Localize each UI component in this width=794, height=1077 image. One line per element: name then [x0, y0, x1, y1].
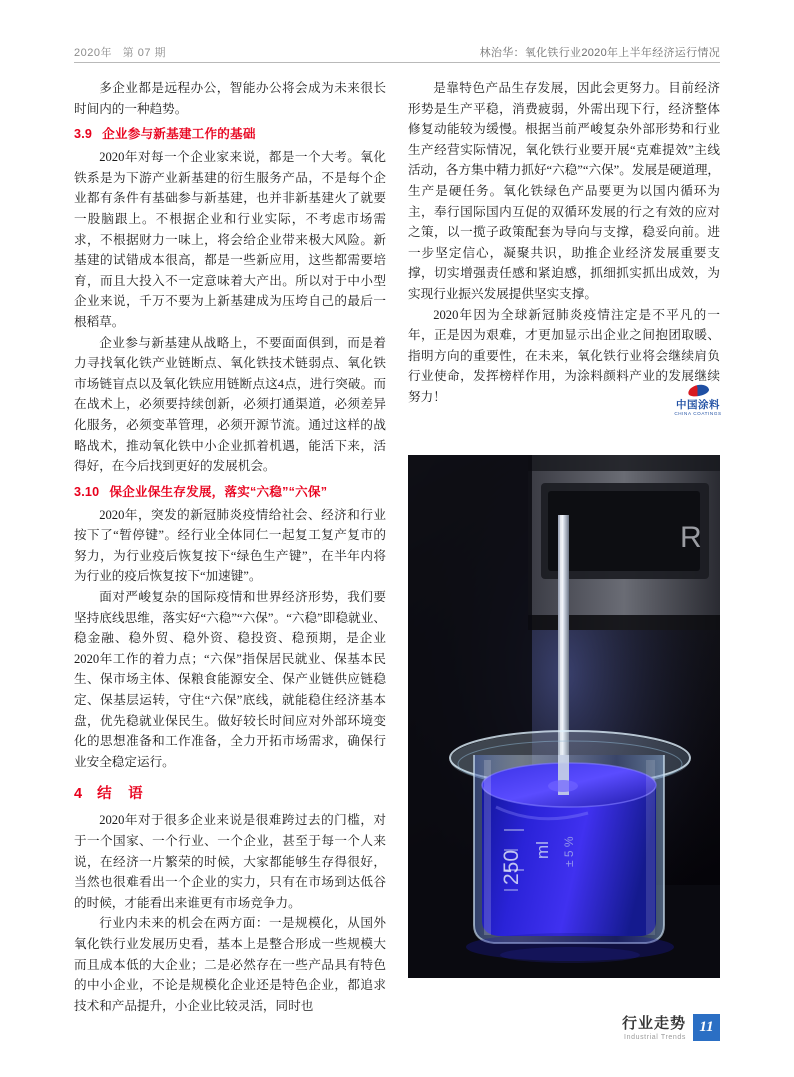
paragraph: 2020年对每一个企业家来说，都是一个大考。氧化铁系是为下游产业新基建的衍生服务产品，不是每个企业都有条件有基础参与新基建，也并非新基建火了就要一股脑跟上。不根据企业和行业实际，不考虑市场需求，不根据财力一味上，将会给企业带来极大风险。新基建的试错成本很高，都是一些新应用，这些都需要培育，而且大投入不一定意味着大产出。所以对于中小型企业来说，千万不要为上新基建成为压垮自己的最后一根稻草。 — [74, 150, 386, 329]
footer-section-en: Industrial Trends — [624, 1033, 686, 1041]
paragraph: 面对严峻复杂的国际疫情和世界经济形势，我们要坚持底线思维，落实好“六稳”“六保”。“六稳”即稳就业、稳金融、稳外贸、稳外资、稳投资、稳预期，是企业2020年工作的着力点；“六保”指保居民就业、保基本民生、保市场主体、保粮食能源安全、保产业链供应链稳定、保基层运转，守住“六保”底线，就能稳住经济基本盘，优先稳就业保民生。做好较长时间应对外部环境变化的思想准备和工作准备，全力开拓市场需求，确保行业安全稳定运行。 — [74, 590, 386, 769]
logo-label-cn: 中国涂料 — [676, 399, 720, 411]
logo-label-en: CHINA COATINGS — [674, 410, 722, 416]
svg-text:ml: ml — [533, 841, 552, 859]
section-title: 保企业保生存发展，落实“六稳”“六保” — [109, 484, 328, 499]
header-issue-text: 2020年 第 07 期 — [74, 47, 166, 59]
page-number-badge: 11 — [693, 1014, 720, 1041]
paragraph: 2020年对于很多企业来说是很难跨过去的门槛，对于一个国家、一个行业、一个企业，甚至于每一个人来说，在经济一片繁荣的时候，大家都能够生存得很好，当然也很难看出一个企业的实力，只有在市场到达低谷的时候，才能看出来谁更有市场竞争力。 — [74, 813, 386, 910]
section-number: 4 — [74, 786, 84, 803]
footer-section-cn: 行业走势 — [621, 1014, 686, 1032]
article-photo — [408, 455, 720, 978]
section-number: 3.10 — [74, 484, 100, 499]
footer-section-label — [622, 1016, 686, 1041]
header-divider — [74, 62, 720, 63]
section-title: 企业参与新基建工作的基础 — [102, 127, 256, 142]
section-number: 3.9 — [74, 127, 93, 142]
svg-text:250: 250 — [500, 849, 523, 885]
page-footer — [622, 1014, 720, 1041]
section-heading-3-10 — [74, 480, 386, 504]
paragraph: 企业参与新基建从战略上，不要面面俱到，而是着力寻找氧化铁产业链断点、氧化铁技术链弱点、氧化铁市场链盲点以及氧化铁应用链断点这4点，进行突破。而在战术上，必须要持续创新，必须打通渠道，必须差异化服务，必须变革管理，必须开源节流。通过这样的战略战术，推动氧化铁中小企业抓着机遇，能活下来，活得好，在今后找到更好的发展机会。 — [74, 335, 386, 474]
right-column — [408, 78, 720, 408]
svg-text:± 5 %: ± 5 % — [562, 836, 576, 867]
china-coatings-logo — [672, 383, 724, 416]
section-heading-4 — [74, 779, 386, 809]
paragraph: 行业内未来的机会在两方面：一是规模化，从国外氧化铁行业发展历史看，基本上是整合形成一些规模大而且成本低的大企业；二是必然存在一些产品具有特色的中小企业，不论是规模化企业还是特色企业，都追求技术和产品提升，小企业比较灵活，同时也 — [74, 916, 386, 1013]
paragraph: 是靠特色产品生存发展，因此会更努力。目前经济形势是生产平稳，消费疲弱，外需出现下行，经济整体修复动能较为缓慢。根据当前严峻复杂外部形势和行业生产经营实际情况，氧化铁行业要开展“克难提效”主线活动，各方集中精力抓好“六稳”“六保”。发展是硬道理，生产是硬任务。氧化铁绿色产品要更为以国内循环为主，奉行国际国内互促的双循环发展的行之有效的应对之策，以一揽子政策配套为导向与支撑，稳妥向前。进一步坚定信心，凝聚共识，助推企业经济发展重要支撑，切实增强责任感和紧迫感，抓细抓实抓出成效，为实现行业振兴发展提供坚实支撑。 — [408, 81, 721, 301]
section-title: 结 语 — [97, 786, 144, 803]
paragraph: 多企业都是远程办公，智能办公将会成为未来很长时间内的一种趋势。 — [74, 81, 386, 116]
paragraph: 2020年因为全球新冠肺炎疫情注定是不平凡的一年，正是因为艰难，才更加显示出企业之间抱团取暖、指明方向的重要性，在未来，氧化铁行业将会继续肩负行业使命，发挥榜样作用，为涂料颜料产业的发展继续努力！ — [408, 307, 720, 404]
svg-text:R: R — [680, 521, 702, 554]
photo-illustration — [408, 455, 720, 978]
paragraph: 2020年，突发的新冠肺炎疫情给社会、经济和行业按下了“暂停键”。经行业全体同仁一起复工复产复市的努力，为行业疫后恢复按下“绿色生产键”，在半年内将为行业的疫后恢复按下“加速键”。 — [74, 507, 386, 584]
header-article-title: 林治华：氧化铁行业2020年上半年经济运行情况 — [479, 47, 720, 59]
section-heading-3-9 — [74, 122, 386, 146]
swoosh-icon — [688, 383, 709, 398]
left-column — [74, 78, 386, 1016]
